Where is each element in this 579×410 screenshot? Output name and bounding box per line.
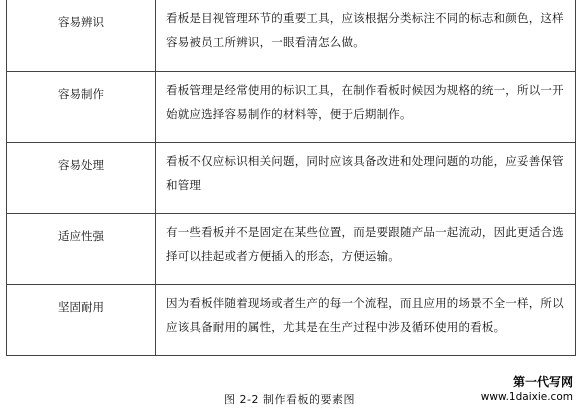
row-label: 坚固耐用 <box>7 284 156 355</box>
row-description: 看板不仅应标识相关问题，同时应该具备改进和处理问题的功能，应妥善保管和管理 <box>156 142 576 213</box>
table-row <box>7 284 576 355</box>
row-label: 容易处理 <box>7 142 156 213</box>
figure-caption: 图 2-2 制作看板的要素图 <box>224 393 355 406</box>
watermark-url: www.1daixie.com <box>480 391 573 403</box>
row-label: 容易制作 <box>7 71 156 142</box>
table-row <box>7 0 576 71</box>
row-label: 容易辨识 <box>7 0 156 71</box>
row-description: 看板是目视管理环节的重要工具，应该根据分类标注不同的标志和颜色，这样容易被员工所辨识，一眼看清怎么做。 <box>156 0 576 71</box>
table-row <box>7 213 576 284</box>
watermark-title: 第一代写网 <box>512 375 573 389</box>
table-row <box>7 71 576 142</box>
row-description: 有一些看板并不是固定在某些位置，而是要跟随产品一起流动，因此更适合选择可以挂起或者方便插入的形态，方便运输。 <box>156 213 576 284</box>
requirements-table <box>6 0 576 356</box>
row-description: 看板管理是经常使用的标识工具，在制作看板时候因为规格的统一，所以一开始就应选择容易制作的材料等，便于后期制作。 <box>156 71 576 142</box>
row-description: 因为看板伴随着现场或者生产的每一个流程，而且应用的场景不全一样，所以应该具备耐用的属性，尤其是在生产过程中涉及循环使用的看板。 <box>156 284 576 355</box>
table-row <box>7 142 576 213</box>
row-label: 适应性强 <box>7 213 156 284</box>
